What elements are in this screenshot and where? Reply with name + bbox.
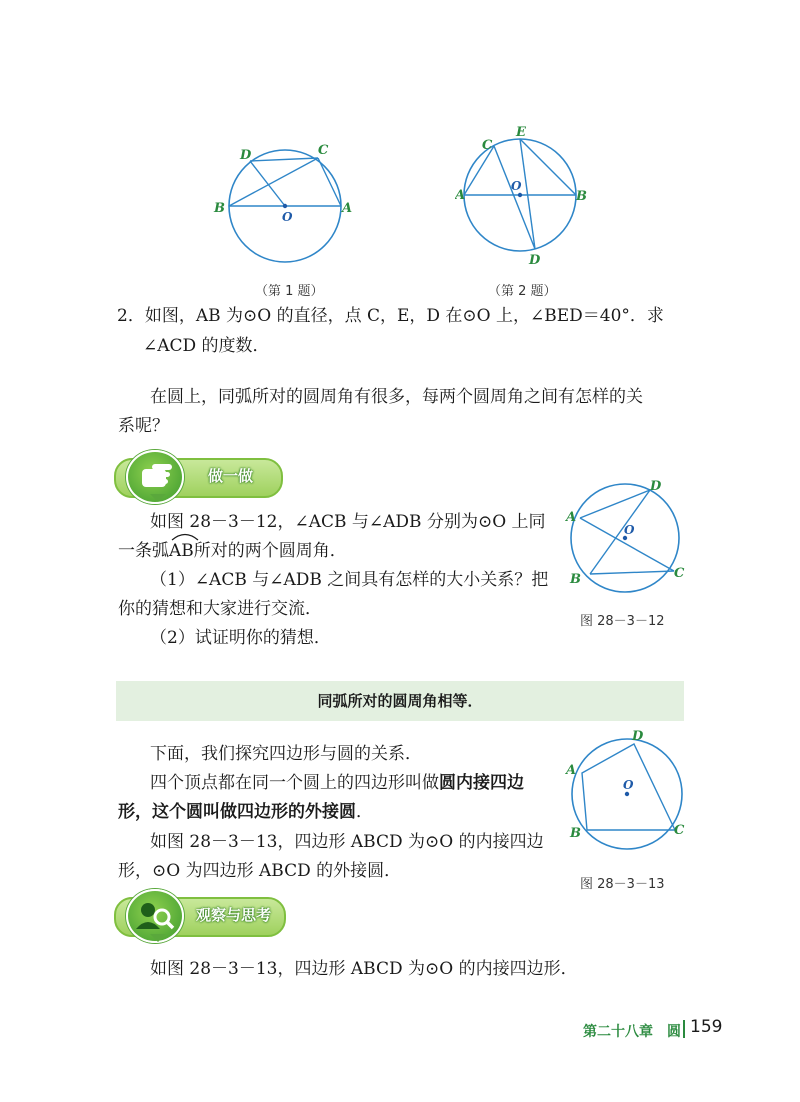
fig2-label-B: B	[576, 189, 587, 204]
fig2-label-A: A	[455, 188, 466, 203]
definition-line1	[150, 769, 524, 797]
theorem-box: 同弧所对的圆周角相等．	[116, 681, 684, 721]
fig13-label-O: O	[623, 778, 634, 792]
definition-pre: 四个顶点都在同一个圆上的四边形叫做	[150, 773, 439, 793]
figure-2	[455, 125, 595, 270]
section2-line1: 下面，我们探究四边形与圆的关系．	[150, 744, 422, 764]
fig12-caption: 图 28－3－12	[580, 614, 665, 629]
chapter-label: 第二十八章 圆	[583, 1024, 681, 1040]
intro-line2: 系呢？	[118, 416, 169, 436]
fig2-label-D: D	[529, 253, 541, 268]
fig2-label-E: E	[516, 125, 526, 140]
activity1-line2: 一条弧AB所对的两个圆周角．	[118, 541, 347, 561]
fig2-label-O: O	[511, 179, 522, 193]
fig13-label-D: D	[632, 729, 644, 744]
fig1-label-D: D	[240, 148, 252, 163]
definition-end: ．	[356, 802, 373, 822]
banner-pointer	[150, 494, 166, 502]
figure-1	[210, 140, 360, 265]
problem-2-line1: 2．如图，AB 为⊙O 的直径，点 C，E，D 在⊙O 上，∠BED＝40°．求	[117, 306, 664, 326]
activity-banner-observe-label: 观察与思考	[196, 906, 272, 924]
fig12-label-D: D	[650, 479, 662, 494]
activity1-item1a: （1）∠ACB 与∠ADB 之间具有怎样的大小关系？把	[150, 570, 549, 590]
footer-divider	[683, 1020, 685, 1038]
fig13-label-B: B	[570, 826, 581, 841]
fig1-label-B: B	[214, 201, 225, 216]
fig1-caption: （第 1 题）	[255, 284, 324, 299]
fig2-caption: （第 2 题）	[488, 284, 557, 299]
figure-28-3-13	[562, 727, 692, 852]
fig12-label-A: A	[566, 510, 577, 525]
fig13-caption: 图 28－3－13	[580, 877, 665, 892]
fig12-label-O: O	[624, 523, 635, 537]
fig1-label-O: O	[282, 210, 293, 224]
section2-line3: 如图 28－3－13，四边形 ABCD 为⊙O 的内接四边	[150, 832, 544, 852]
activity2-line1: 如图 28－3－13，四边形 ABCD 为⊙O 的内接四边形．	[150, 959, 578, 979]
activity1-item2: （2）试证明你的猜想．	[150, 628, 331, 648]
definition-mid: ，这个圆叫做	[135, 802, 237, 822]
fig2-label-C: C	[482, 138, 493, 153]
fig1-label-A: A	[342, 201, 353, 216]
term-inscribed-quad: 圆内接四边	[439, 773, 524, 793]
fig13-label-A: A	[566, 763, 577, 778]
figure-28-3-12	[562, 478, 692, 593]
intro-line1: 在圆上，同弧所对的圆周角有很多，每两个圆周角之间有怎样的关	[150, 387, 643, 407]
fig13-label-C: C	[674, 823, 685, 838]
activity-banner-do-label: 做一做	[208, 467, 254, 485]
fig12-label-C: C	[674, 566, 685, 581]
section2-line4: 形，⊙O 为四边形 ABCD 的外接圆．	[118, 861, 402, 881]
arc-mark-icon	[170, 531, 200, 541]
banner2-pointer	[150, 934, 166, 942]
term-inscribed-quad-end: 形	[118, 802, 135, 822]
term-circumcircle: 四边形的外接圆	[237, 802, 356, 822]
page-number: 159	[690, 1017, 723, 1037]
activity1-line1: 如图 28－3－12，∠ACB 与∠ADB 分别为⊙O 上同	[150, 512, 546, 532]
problem-2-line2: ∠ACD 的度数．	[143, 336, 270, 356]
fig12-label-B: B	[570, 572, 581, 587]
activity1-item1b: 你的猜想和大家进行交流．	[118, 599, 322, 619]
definition-line2	[118, 798, 373, 826]
fig1-label-C: C	[318, 143, 329, 158]
